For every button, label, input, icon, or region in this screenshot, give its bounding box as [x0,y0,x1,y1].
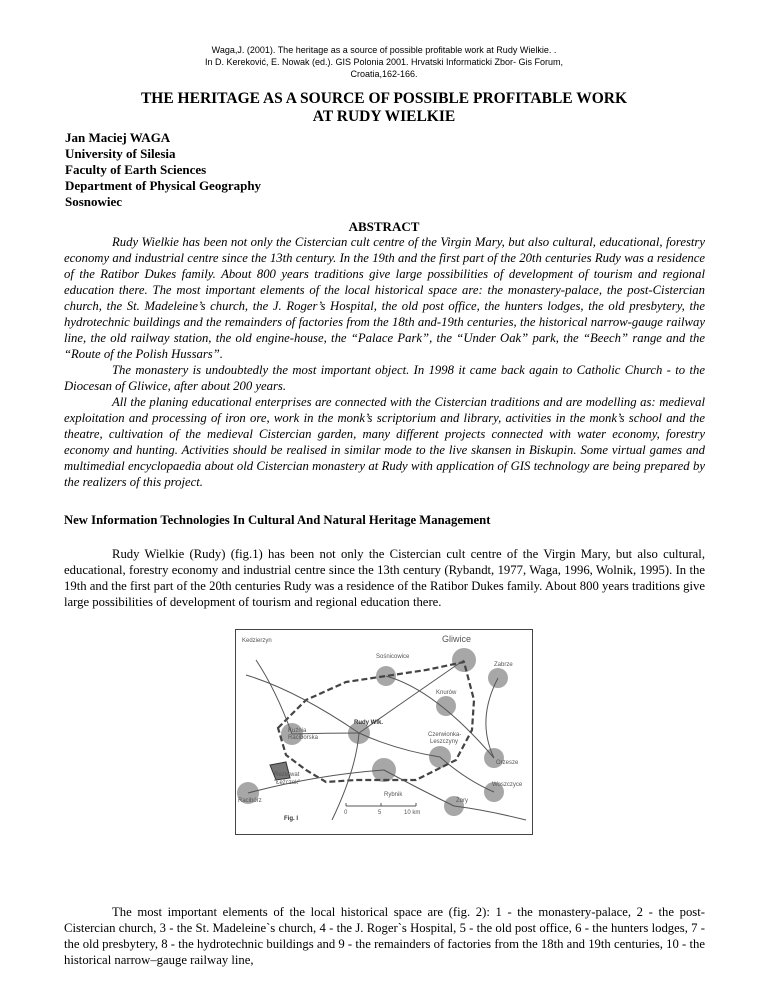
label-orzesze: Orzesze [496,760,519,766]
road-12 [454,806,526,820]
scale-label-10: 10 km [404,810,421,816]
label-zory: Żory [456,798,468,804]
abstract-paragraph-2: The monastery is undoubtedly the most important object. In 1998 it came back again to Catholic Church - to the Diocesan of Gliwice, after about 200 years. [64,363,705,393]
body-paragraph-1: Rudy Wielkie (Rudy) (fig.1) has been not only the Cistercian cult centre of the Virgin Mary, but also cultural, educational, forestry economy and industrial centre since the 13th century (Rybandt, 1977, Waga, 1996, Wolnik, 1995). In the 19th and the first part of the 20th centuries Rudy was a residence of the Ratibor Dukes family. About 800 years traditions give large possibilities of development of tourism and regional education there. [64,547,705,609]
body-paragraph-2: The most important elements of the local historical space are (fig. 2): 1 - the monastery-palace, 2 - the post-Cistercian church, 3 - the St. Madeleine`s church, 4 - the J. Roger`s Hospital, 5 - the old post office, 6 - the hunters lodges, 7 - the old presbytery, 8 - the hydrotechnic buildings and 9 - the remainders of factories from the 18th and 19th centuries, 10 - the historical narrow–gauge railway line, [64,905,705,967]
abstract-paragraph-3: All the planing educational enterprises are connected with the Cistercian traditions and are modelling as: medieval exploitation and processing of iron ore, work in the monk’s scriptorium and library, activities in the monk’s school and the theatre, cultivation of the medieval Cistercian garden, many different projects connected with water economy, forestry economy and hunting. Activities should be realised in similar mode to the live skansen in Biskupin. Some virtual games and multimedial encyclopaedia about old Cistercian monastery at Rudy with application of GIS technology are being prepared by the realizers of this project. [64,395,705,489]
citation [0,44,768,80]
label-rybnik: Rybnik [384,792,403,798]
road-8 [386,676,494,758]
label-knurow: Knurów [436,690,457,696]
label-kedzierzyn: Kedzierzyn [242,638,272,644]
label-rezerwat-1: Rezerwat [274,772,300,778]
title-line-2: AT RUDY WIELKIE [312,108,456,125]
label-rezerwat-2: "Łężczok" [274,780,301,786]
label-gliwice: Gliwice [442,634,472,644]
section-heading: New Information Technologies In Cultural And Natural Heritage Management [64,513,491,527]
label-zabrze: Zabrze [494,662,513,668]
abstract-heading: ABSTRACT [348,219,420,234]
label-kuznia-2: Raciborska [288,735,319,741]
citation-line-2: In D. Kereković, E. Nowak (ed.). GIS Polonia 2001. Hrvatski Informaticki Zbor- Gis Forum, [204,57,564,67]
affiliation-faculty: Faculty of Earth Sciences [65,162,207,177]
figure-caption: Fig. I [284,816,298,822]
citation-line-3: Croatia,162-166. [350,69,418,79]
author-block [65,130,261,210]
affiliation-university: University of Silesia [65,146,176,161]
citation-line-1: Waga,J. (2001). The heritage as a source of possible profitable work at Rudy Wielkie. . [211,45,557,55]
abstract-body [64,234,705,490]
label-czerwionka-1: Czerwionka- [428,732,462,738]
figure-1-map [235,629,533,835]
label-sosnicowice: Sośnicowice [376,654,410,660]
abstract-paragraph-1: Rudy Wielkie has been not only the Cistercian cult centre of the Virgin Mary, but also cultural, educational, forestry economy and industrial centre since the 13th century. In the 19th and the first part of the 20th centuries Rudy was a residence of the Ratibor Dukes family. About 800 years traditions give large possibilities of development of tourism and regional education there. The most important elements of the local historical space are: the monastery-palace, the post-Cistercian church, the St. Madeleine’s church, the J. Roger’s Hospital, the old post office, the hunters lodges, the old presbytery, the hydrotechnic buildings and the remainders of factories from the 18th and-19th centuries, the historical narrow-gauge railway line, the old railway station, the old engine-house, the “Palace Park”, the “Under Oak” park, the “Beech” range and the “Route of the Polish Hussars”. [64,235,705,361]
scale-label-0: 0 [344,810,348,816]
road-9 [256,660,292,734]
affiliation-city: Sosnowiec [65,194,123,209]
label-woszczyce: Woszczyce [492,782,523,788]
paper-title [0,90,768,126]
label-rudy: Rudy Wlk. [354,720,384,726]
road-10 [332,733,359,820]
body-text-2 [64,904,705,968]
label-raciborz: Racibórz [238,798,262,804]
road-11 [486,678,498,758]
town-marker-knurow [436,696,456,716]
author-name: Jan Maciej WAGA [65,130,171,145]
road-1 [246,675,359,733]
title-line-1: THE HERITAGE AS A SOURCE OF POSSIBLE PROFITABLE WORK [140,90,628,107]
label-czerwionka-2: Leszczyny [430,739,459,745]
road-5 [248,770,384,793]
scale-label-5: 5 [378,810,382,816]
scale-bar [346,803,416,806]
affiliation-department: Department of Physical Geography [65,178,262,193]
body-text-1 [64,546,705,610]
label-kuznia-1: Kuźnia [288,728,307,734]
map-svg [236,630,532,834]
road-6 [384,770,454,806]
